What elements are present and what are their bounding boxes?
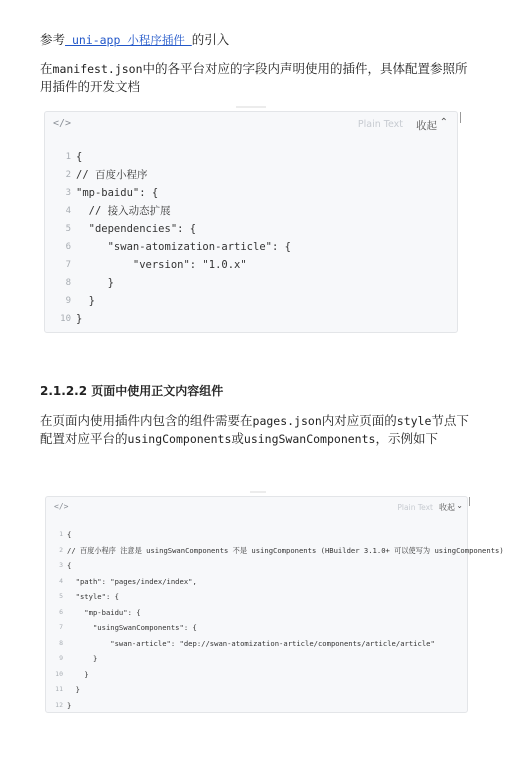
pages-code-2: style (396, 414, 432, 428)
line-number: 1 (65, 152, 71, 162)
line-text: "usingSwanComponents": { (67, 623, 197, 632)
code-line (46, 589, 504, 605)
pages-text-3: 节点下配置对应平台的 (40, 413, 469, 446)
intro-paragraph (40, 30, 229, 48)
code-line (45, 238, 291, 256)
manifest-code: manifest.json (52, 62, 143, 76)
scroll-indicator-2 (469, 497, 470, 506)
code-tab-indicator (236, 106, 266, 108)
language-label-2[interactable]: Plain Text (397, 503, 433, 512)
scroll-indicator (460, 112, 461, 123)
line-number: 1 (59, 530, 63, 538)
manifest-text-1: 在 (40, 61, 53, 76)
code-line (46, 651, 504, 667)
line-number: 6 (59, 607, 63, 616)
code-icon: </> (53, 118, 72, 129)
line-text: "mp-baidu": { (76, 187, 159, 199)
line-number: 8 (59, 638, 63, 647)
code-line (45, 148, 291, 166)
code-line (45, 202, 291, 220)
line-text: } (67, 654, 98, 663)
line-text: { (67, 530, 72, 539)
line-text: } (76, 313, 83, 325)
line-number: 3 (59, 561, 63, 569)
line-number: 11 (55, 685, 63, 693)
line-number: 2 (65, 170, 71, 180)
line-text: } (67, 700, 72, 710)
intro-prefix: 参考 (40, 32, 66, 47)
line-number: 8 (65, 278, 71, 288)
line-number: 7 (59, 623, 63, 631)
code-block-header-2 (46, 497, 467, 519)
line-number: 5 (65, 224, 71, 234)
line-number: 4 (59, 576, 63, 585)
line-text: { (76, 151, 83, 163)
line-text: } (76, 277, 114, 289)
line-number: 9 (65, 296, 71, 306)
code-line (45, 166, 291, 184)
line-number: 5 (59, 592, 63, 600)
pages-text-4: 或 (231, 431, 244, 446)
line-text: // 接入动态扩展 (76, 205, 171, 217)
code-line (45, 184, 291, 202)
pages-code-1: pages.json (252, 414, 322, 428)
manifest-paragraph (40, 60, 470, 96)
code-tab-indicator-2 (250, 491, 266, 493)
manifest-text-2: 中的各平台对应的字段内声明使用的插件，具体配置参照所用插件的开发文档 (40, 61, 468, 94)
pages-text-1: 在页面内使用插件内包含的组件需要在 (40, 413, 253, 428)
line-text: } (67, 685, 80, 694)
code-line (45, 256, 291, 274)
pages-code-4: usingSwanComponents (243, 432, 376, 446)
code-line (45, 274, 291, 292)
line-text: "style": { (67, 592, 119, 601)
line-number: 10 (55, 669, 63, 678)
line-text: "path": "pages/index/index", (67, 576, 197, 586)
code-line (46, 682, 504, 698)
code-line (46, 558, 504, 574)
pages-paragraph (40, 412, 480, 448)
pages-text-2: 内对应页面的 (321, 413, 397, 428)
code-line (45, 292, 291, 310)
pages-code-3: usingComponents (127, 432, 232, 446)
fold-button[interactable]: 收起 (416, 120, 437, 132)
code-line (46, 543, 504, 559)
uni-app-plugin-link[interactable]: uni-app 小程序插件 (65, 33, 192, 47)
line-number: 2 (59, 545, 63, 554)
line-text: "swan-atomization-article": { (76, 241, 291, 253)
code-lines (45, 148, 291, 328)
intro-suffix: 的引入 (191, 32, 230, 47)
chevron-down-icon[interactable]: ⌄ (456, 501, 463, 510)
line-text: "mp-baidu": { (67, 607, 141, 617)
code-line (46, 698, 504, 714)
line-number: 4 (65, 206, 71, 216)
language-label[interactable]: Plain Text (357, 119, 403, 130)
line-text: // 百度小程序 注意是 usingSwanComponents 不是 usingComponents (HBuilder 3.1.0+ 可以使写为 usingComponents) (67, 545, 504, 555)
code-line (46, 667, 504, 683)
line-number: 12 (55, 700, 63, 709)
line-text: { (67, 561, 72, 570)
line-text: } (76, 295, 95, 307)
code-lines-2 (46, 527, 504, 713)
code-line (46, 574, 504, 590)
line-number: 3 (65, 188, 71, 198)
chevron-up-icon[interactable]: ⌃ (439, 117, 448, 128)
section-heading: 2.1.2.2 页面中使用正文内容组件 (40, 384, 224, 398)
line-number: 9 (59, 654, 63, 662)
code-line (46, 527, 504, 543)
pages-text-5: ，示例如下 (375, 431, 438, 446)
code-line (46, 636, 504, 652)
fold-button-2[interactable]: 收起 (439, 503, 455, 512)
code-block-manifest (44, 111, 458, 333)
code-line (45, 310, 291, 328)
line-text: "swan-article": "dep://swan-atomization-article/components/article/article" (67, 638, 435, 648)
code-block-header (45, 112, 457, 138)
line-text: // 百度小程序 (76, 169, 148, 181)
code-icon: </> (54, 502, 69, 511)
line-text: } (67, 669, 89, 679)
code-line (46, 620, 504, 636)
code-block-pages (45, 496, 504, 713)
line-number: 10 (60, 314, 71, 324)
line-text: "version": "1.0.x" (76, 259, 247, 271)
line-number: 7 (65, 260, 71, 270)
code-line (45, 220, 291, 238)
line-text: "dependencies": { (76, 223, 197, 235)
line-number: 6 (65, 242, 71, 252)
code-line (46, 605, 504, 621)
